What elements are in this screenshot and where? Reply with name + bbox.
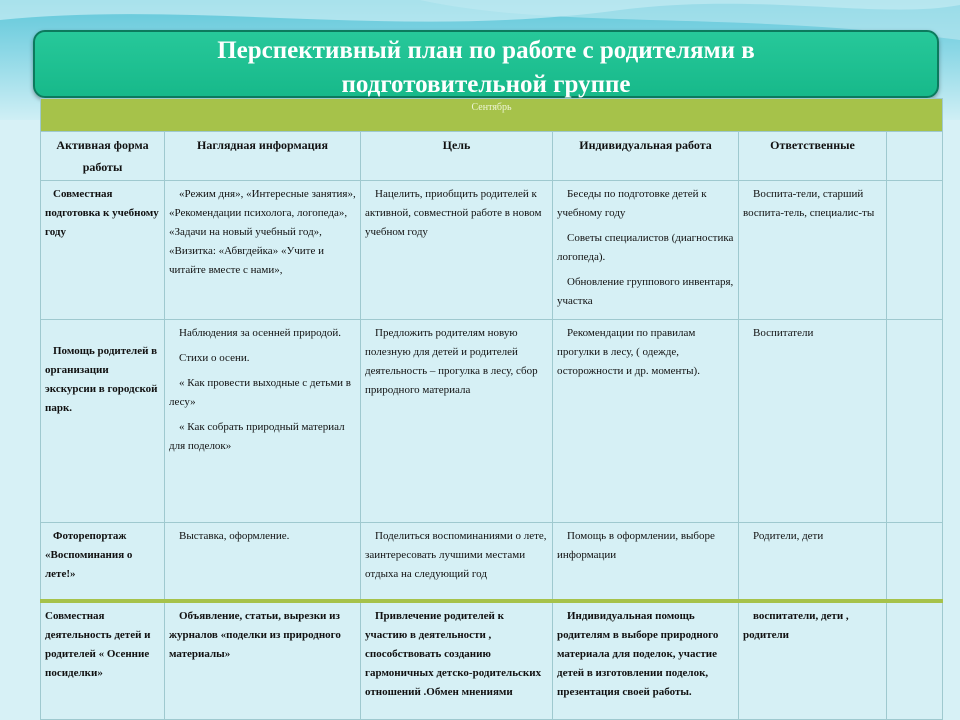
cell-goal [361,523,553,602]
cell-empty [887,320,943,523]
cell-text: Стихи о осени. [179,352,250,364]
plan-table [40,98,943,720]
cell-goal [361,320,553,523]
cell-text: Помощь в оформлении, выборе информации [557,530,715,561]
cell-text: Нацелить, приобщить родителей к активной, совместной работе в новом учебном году [365,188,542,238]
table-row [41,181,943,320]
cell-text: Наблюдения за осенней природой. [179,327,341,339]
cell-responsible [739,181,887,320]
cell-text: Беседы по подготовке детей к учебному году [557,188,707,219]
cell-responsible [739,320,887,523]
cell-individual [553,601,739,720]
header-goal: Цель [361,132,553,181]
cell-text: Советы специалистов (диагностика логопеда). [557,232,734,263]
cell-empty [887,601,943,720]
cell-text: Рекомендации по правилам прогулки в лесу, ( одежде, осторожности и др. моменты). [557,327,700,377]
cell-text: Привлечение родителей к участию в деятельности , способствовать созданию гармоничных детско-родительских отношений .Обмен мнениями [365,610,542,698]
cell-form [41,601,165,720]
cell-goal [361,181,553,320]
cell-individual [553,181,739,320]
table-row [41,320,943,523]
page-title [33,30,939,98]
cell-text: Фоторепортаж «Воспоминания о лете!» [45,530,133,580]
cell-form [41,320,165,523]
cell-form [41,523,165,602]
month-label: Сентябрь [41,99,943,132]
cell-responsible [739,601,887,720]
cell-text: « Как собрать природный материал для поделок» [169,421,345,452]
header-row [41,132,943,181]
cell-empty [887,181,943,320]
cell-text: Воспитатели [753,327,814,339]
cell-text: Совместная деятельность детей и родителей « Осенние посиделки» [45,610,151,679]
cell-text: Воспита-тели, старший воспита-тель, специалис-ты [743,188,875,219]
cell-info [165,181,361,320]
cell-text: Индивидуальная помощь родителям в выборе природного материала для поделок, участие детей в изготовлении поделок, презентация своей работы. [557,610,719,698]
cell-empty [887,523,943,602]
cell-individual [553,320,739,523]
title-line-2: подготовительной группе [341,71,631,98]
cell-text: Выставка, оформление. [179,530,290,542]
cell-info [165,320,361,523]
cell-text: «Режим дня», «Интересные занятия», «Рекомендации психолога, логопеда», «Задачи на новый учебный год», «Визитка: «Абвгдейка» «Учите и читайте вместе с нами», [169,188,356,276]
cell-text: Поделиться воспоминаниями о лете, заинтересовать лучшими местами отдыха на следующий год [365,530,547,580]
header-individual: Индивидуальная работа [553,132,739,181]
cell-text: Совместная подготовка к учебному году [45,188,159,238]
cell-goal [361,601,553,720]
title-line-1: Перспективный план по работе с родителями в [217,37,755,64]
cell-text: воспитатели, дети , родители [743,610,849,641]
table-row [41,601,943,720]
cell-info [165,601,361,720]
cell-individual [553,523,739,602]
header-info: Наглядная информация [165,132,361,181]
cell-text: « Как провести выходные с детьми в лесу» [169,377,351,408]
cell-form [41,181,165,320]
table-row [41,523,943,602]
cell-text: Предложить родителям новую полезную для детей и родителей деятельность – прогулка в лесу, сбор природного материала [365,327,538,396]
cell-text: Объявление, статьи, вырезки из журналов «поделки из природного материалы» [169,610,341,660]
header-empty [887,132,943,181]
cell-text: Помощь родителей в организации экскурсии в городской парк. [45,345,158,414]
cell-text: Обновление группового инвентаря, участка [557,276,734,307]
header-responsible: Ответственные [739,132,887,181]
header-form: Активная форма работы [41,132,165,181]
cell-info [165,523,361,602]
month-row [41,99,943,132]
cell-text: Родители, дети [753,530,824,542]
cell-responsible [739,523,887,602]
